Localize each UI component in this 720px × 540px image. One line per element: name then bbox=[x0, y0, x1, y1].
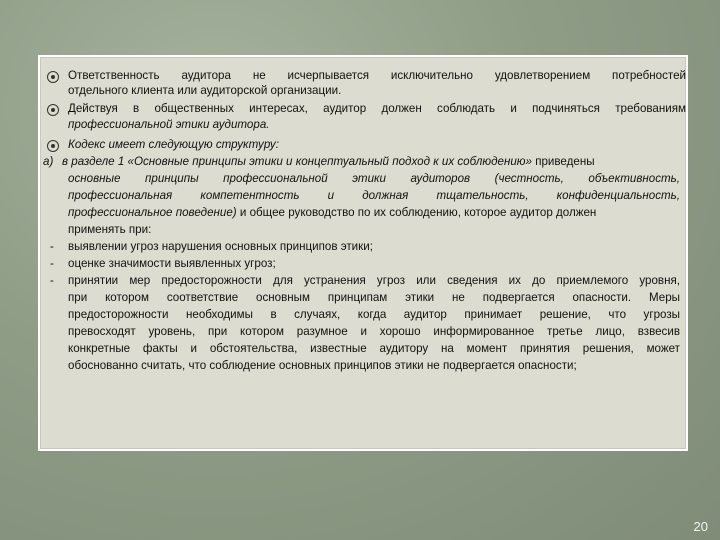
bullet1-line2: отдельного клиента или аудиторской организации. bbox=[68, 84, 342, 97]
dash-marker: - bbox=[50, 274, 54, 287]
dash3-line5: конкретные факты и обстоятельства, известные аудитору на момент принятия решения, может bbox=[68, 342, 680, 355]
item-a-marker: а) bbox=[43, 155, 54, 168]
bullet2-line1: Действуя в общественных интересах, аудитор должен соблюдать и подчиняться требованиям bbox=[68, 102, 686, 115]
bullet2-line2: профессиональной этики аудитора. bbox=[68, 118, 270, 131]
dash2-text: оценке значимости выявленных угроз; bbox=[68, 257, 276, 270]
item-a-line5: применять при: bbox=[68, 223, 152, 236]
item-a-line1-italic: в разделе 1 «Основные принципы этики и концептуальный подход к их соблюдению» bbox=[62, 155, 532, 168]
item-a-line2: основные принципы профессиональной этики аудиторов (честность, объективность, bbox=[68, 172, 680, 185]
item-a-line4-italic: профессиональное поведение) bbox=[68, 206, 237, 219]
item-a-line1-normal: приведены bbox=[531, 155, 595, 168]
dash3-line3: предосторожности необходимы в случаях, когда аудитор принимает решение, что угрозы bbox=[68, 308, 680, 321]
bullet3-text: Кодекс имеет следующую структуру: bbox=[68, 138, 279, 151]
dash3-line4: превосходят уровень, при котором разумное и хорошо информированное третье лицо, взвесив bbox=[68, 325, 680, 338]
content-panel bbox=[38, 55, 688, 451]
dash3-line1: принятии мер предосторожности для устранения угроз или сведения их до приемлемого уровня, bbox=[68, 274, 680, 287]
dash3-line2: при котором соответствие основным принципам этики не подвергается опасности. Меры bbox=[68, 291, 680, 304]
item-a-line3: профессиональная компетентность и должная тщательность, конфиденциальность, bbox=[68, 189, 680, 202]
item-a-line1 bbox=[62, 155, 680, 169]
dash-marker: - bbox=[50, 240, 54, 253]
item-a-line4 bbox=[40, 206, 680, 220]
dash-marker: - bbox=[50, 257, 54, 270]
dash3-line6: обоснованно считать, что соблюдение основных принципов этики не подвергается опасности; bbox=[68, 359, 577, 372]
dash1-text: выявлении угроз нарушения основных принципов этики; bbox=[68, 240, 373, 253]
bullet1-line1: Ответственность аудитора не исчерпывается исключительно удовлетворением потребностей bbox=[68, 69, 686, 82]
page-number: 20 bbox=[693, 519, 708, 534]
item-a-line4-normal: и общее руководство по их соблюдению, которое аудитор должен bbox=[236, 206, 597, 219]
